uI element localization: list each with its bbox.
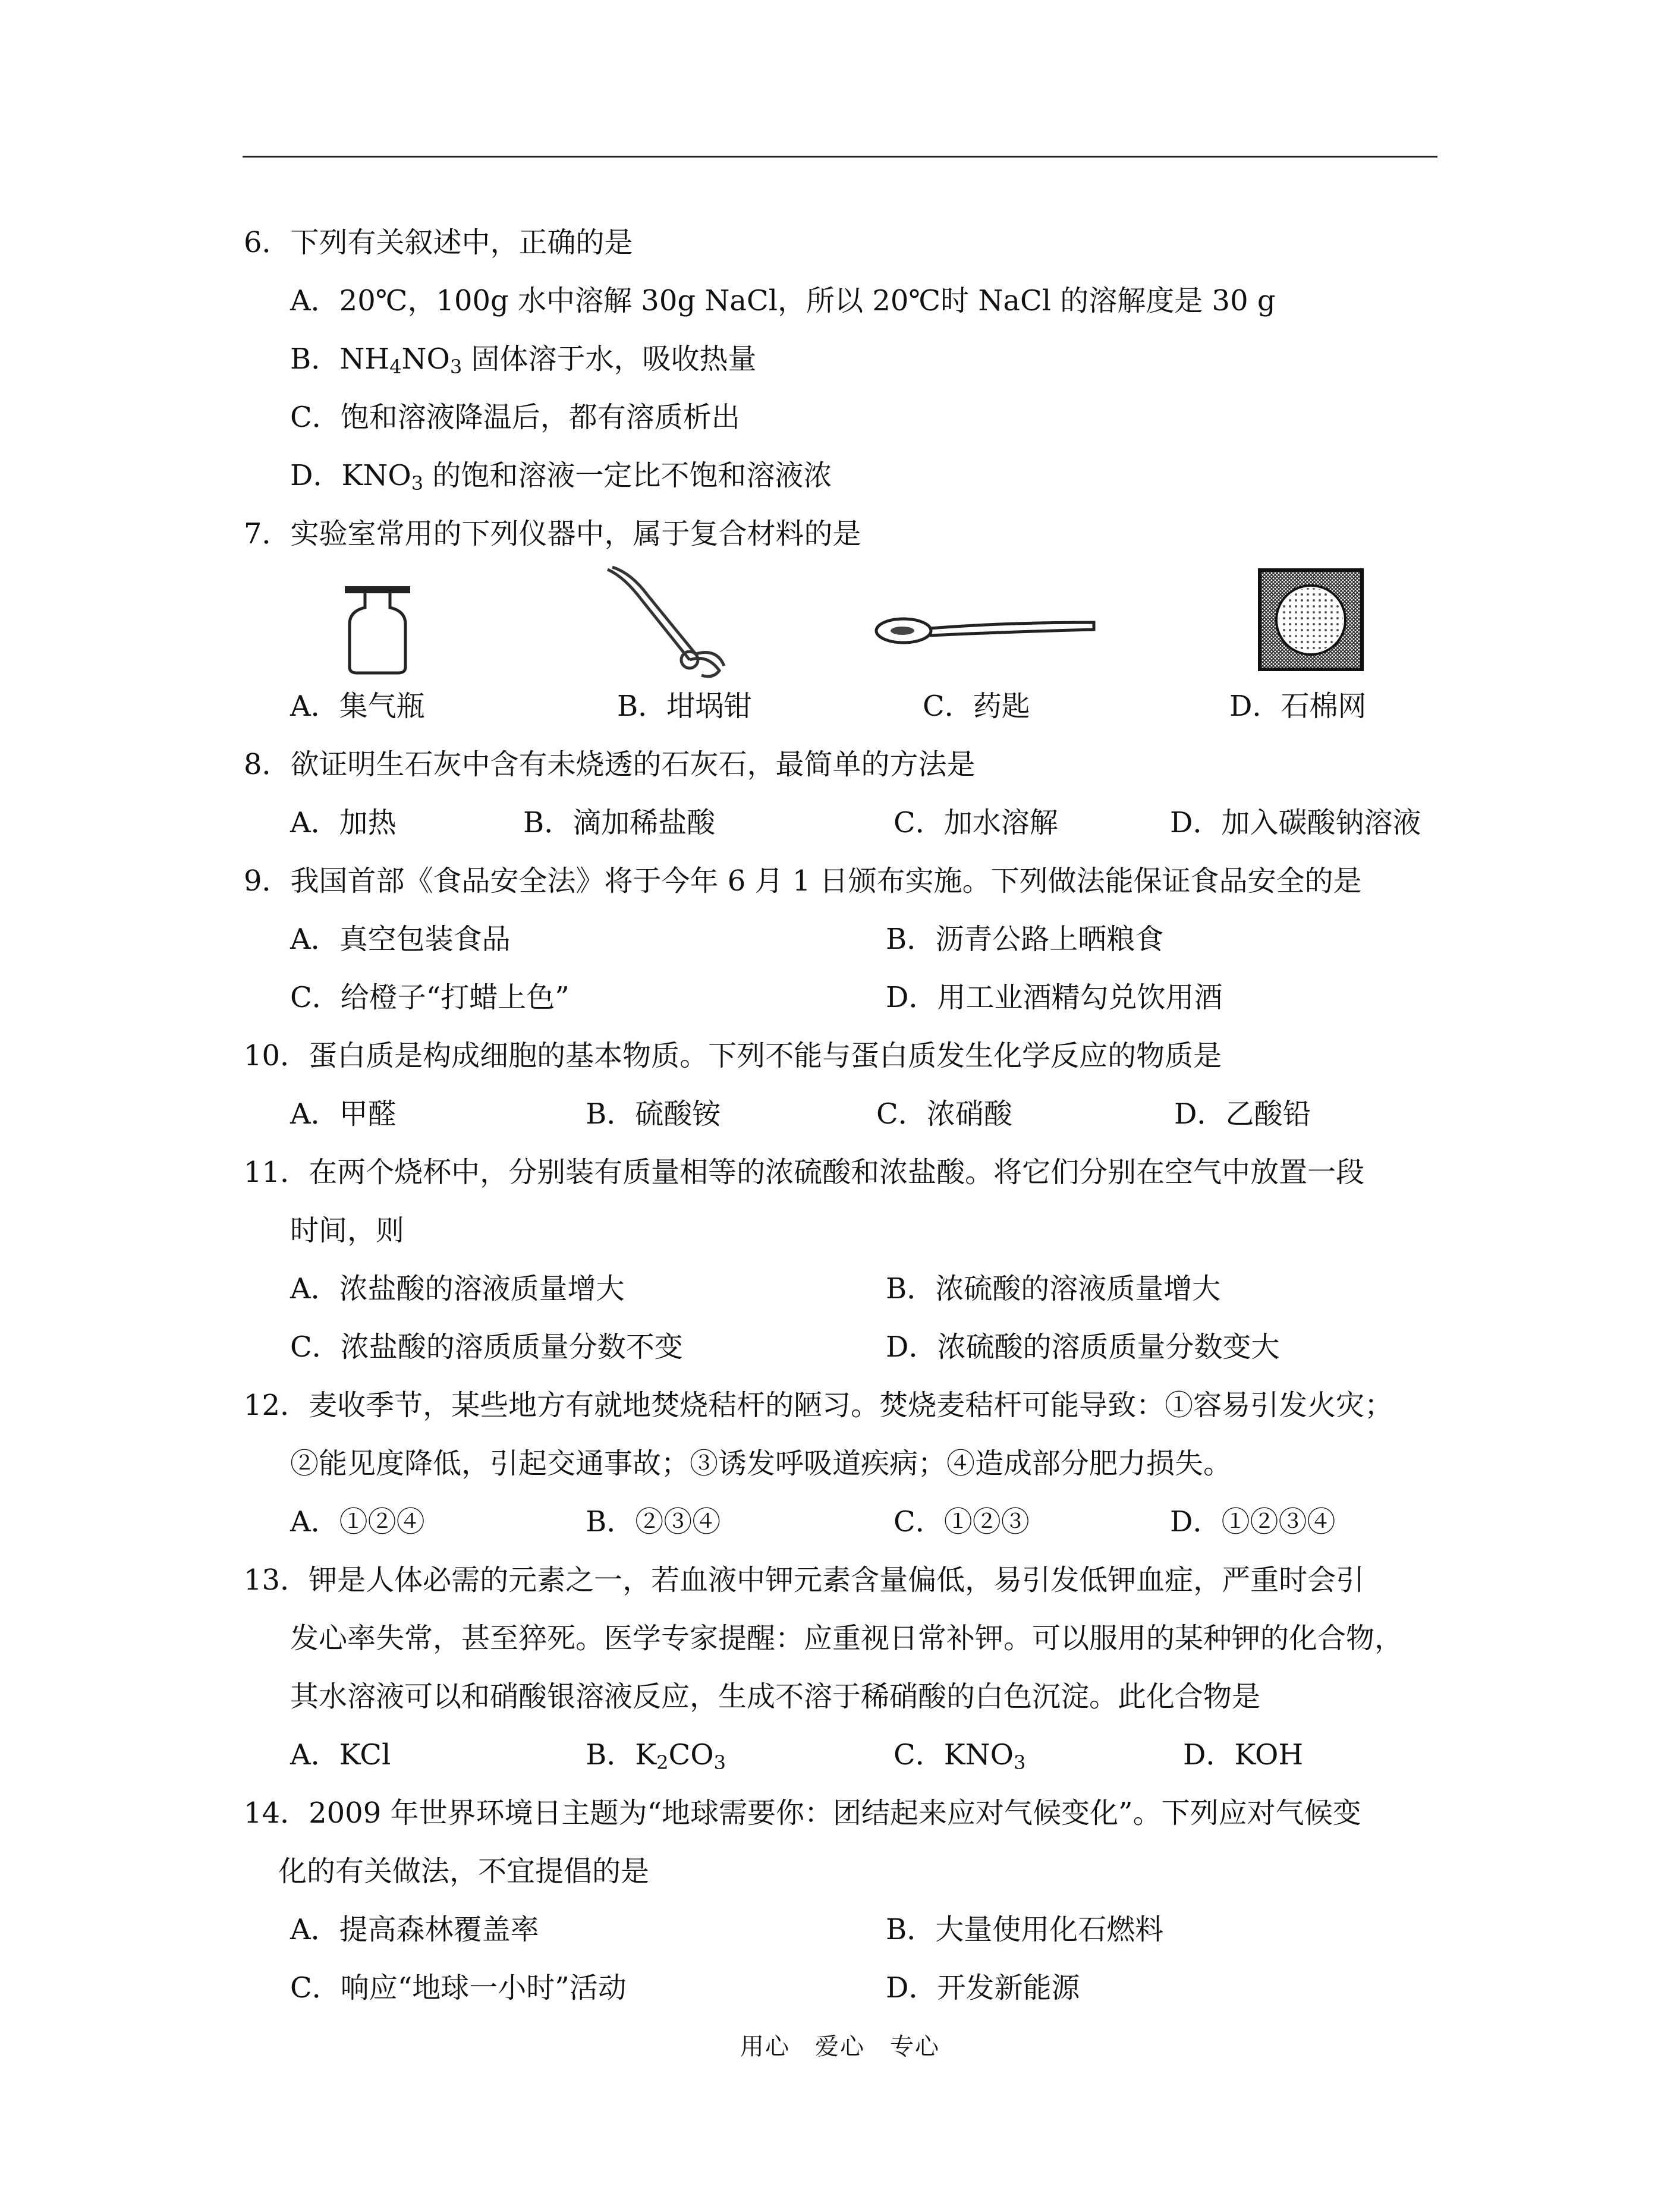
q14-stem-line1: 14．2009 年世界环境日主题为“地球需要你：团结起来应对气候变化”。下列应对气候变 (244, 1796, 1361, 1830)
q11-option-c: C．浓盐酸的溶质质量分数不变 (290, 1330, 683, 1364)
gas-jar-icon (339, 583, 422, 678)
q12-stem-line2: ②能见度降低，引起交通事故；③诱发呼吸道疾病；④造成部分肥力损失。 (290, 1447, 1232, 1480)
q8-option-b: B．滴加稀盐酸 (523, 806, 716, 839)
q9-option-b: B．沥青公路上晒粮食 (886, 923, 1164, 956)
q12-option-d: D．①②③④ (1170, 1505, 1336, 1538)
q11-option-d: D．浓硫酸的溶质质量分数变大 (886, 1330, 1280, 1364)
q6-stem: 6．下列有关叙述中，正确的是 (244, 226, 633, 259)
q14-option-a: A．提高森林覆盖率 (290, 1913, 539, 1946)
q9-option-c: C．给橙子“打蜡上色” (290, 981, 570, 1014)
q8-option-a: A．加热 (290, 806, 397, 839)
q8-option-d: D．加入碳酸钠溶液 (1170, 806, 1421, 839)
q9-option-d: D．用工业酒精勾兑饮用酒 (886, 981, 1223, 1014)
q11-stem-line2: 时间，则 (290, 1214, 405, 1247)
q13-option-c: C．$KNO_3$ (894, 1738, 1026, 1774)
q7-stem: 7．实验室常用的下列仪器中，属于复合材料的是 (244, 517, 861, 550)
q6-option-c: C．饱和溶液降温后，都有溶质析出 (290, 401, 740, 434)
crucible-tongs-icon (600, 565, 731, 684)
q10-option-b: B．硫酸铵 (586, 1097, 721, 1131)
q8-option-c: C．加水溶解 (894, 806, 1058, 839)
q14-option-b: B．大量使用化石燃料 (886, 1913, 1164, 1946)
q9-stem: 9．我国首部《食品安全法》将于今年 6 月 1 日颁布实施。下列做法能保证食品安全的是 (244, 864, 1362, 898)
q14-option-d: D．开发新能源 (886, 1971, 1080, 2005)
q12-option-a: A．①②④ (290, 1505, 425, 1538)
q11-option-b: B．浓硫酸的溶液质量增大 (886, 1272, 1221, 1305)
q10-option-d: D．乙酸铅 (1174, 1097, 1311, 1131)
q7-option-b: B．坩埚钳 (617, 690, 753, 723)
page-footer: 用心 爱心 专心 (740, 2033, 940, 2060)
q13-stem-line1: 13．钾是人体必需的元素之一，若血液中钾元素含量偏低，易引发低钾血症，严重时会引 (244, 1563, 1365, 1597)
q7-option-d: D．石棉网 (1229, 690, 1367, 723)
q12-option-b: B．②③④ (586, 1505, 721, 1538)
q11-option-a: A．浓盐酸的溶液质量增大 (290, 1272, 625, 1305)
q13-option-b: B．$K_2CO_3$ (586, 1738, 726, 1774)
q11-stem-line1: 11．在两个烧杯中，分别装有质量相等的浓硫酸和浓盐酸。将它们分别在空气中放置一段 (244, 1156, 1365, 1189)
q12-stem-line1: 12．麦收季节，某些地方有就地焚烧秸杆的陋习。焚烧麦秸杆可能导致：①容易引发火灾； (244, 1389, 1393, 1422)
q10-option-c: C．浓硝酸 (876, 1097, 1012, 1131)
q9-option-a: A．真空包装食品 (290, 923, 511, 956)
q10-option-a: A．甲醛 (290, 1097, 397, 1131)
q12-option-c: C．①②③ (894, 1505, 1030, 1538)
q6-option-b: B．$NH_4NO_3$ 固体溶于水，吸收热量 (290, 342, 757, 378)
q13-option-a: A．KCl (290, 1738, 391, 1772)
q14-stem-line2: 化的有关做法，不宜提倡的是 (278, 1855, 650, 1888)
asbestos-gauze-icon (1257, 568, 1364, 672)
q6-option-a: A．20℃，100g 水中溶解 30g NaCl，所以 20℃时 NaCl 的溶解度是 30 g (290, 284, 1276, 317)
q10-stem: 10．蛋白质是构成细胞的基本物质。下列不能与蛋白质发生化学反应的物质是 (244, 1039, 1222, 1072)
q14-option-c: C．响应“地球一小时”活动 (290, 1971, 627, 2005)
q8-stem: 8．欲证明生石灰中含有未烧透的石灰石，最简单的方法是 (244, 748, 976, 781)
q7-option-a: A．集气瓶 (290, 690, 425, 723)
q13-stem-line3: 其水溶液可以和硝酸银溶液反应，生成不溶于稀硝酸的白色沉淀。此化合物是 (290, 1680, 1261, 1713)
header-rule (243, 156, 1437, 158)
q13-option-d: D．KOH (1183, 1738, 1304, 1772)
q6-option-d: D．$KNO_3$ 的饱和溶液一定比不饱和溶液浓 (290, 459, 832, 495)
medicine-spoon-icon (874, 609, 1100, 651)
q7-option-c: C．药匙 (923, 690, 1030, 723)
q13-stem-line2: 发心率失常，甚至猝死。医学专家提醒：应重视日常补钾。可以服用的某种钾的化合物， (290, 1622, 1404, 1655)
